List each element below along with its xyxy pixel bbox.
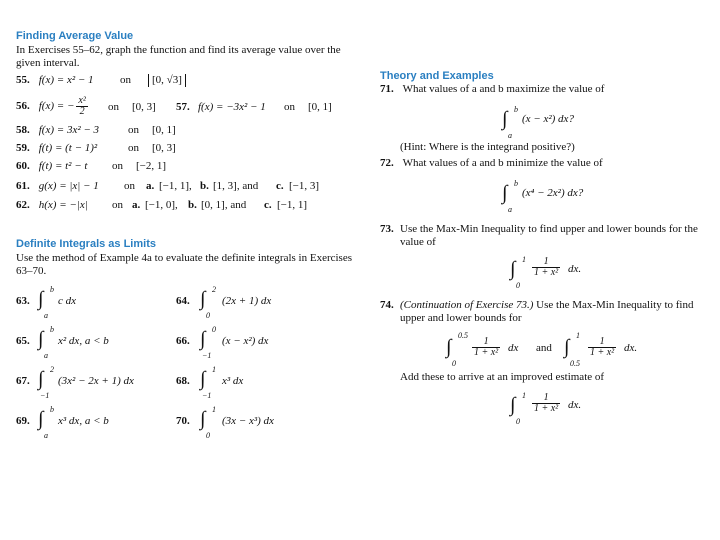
integral-sign: ∫ [502, 182, 508, 204]
exercise-function: f(x) = − [38, 100, 75, 113]
exercise-72-text [380, 157, 710, 173]
exercise-62 [16, 199, 362, 218]
integral-sign: ∫ [200, 368, 206, 390]
exercise-number: 57. [176, 101, 190, 113]
lower-limit: 0 [206, 311, 210, 320]
upper-limit: b [50, 325, 54, 334]
hint-text: (Hint: Where is the integrand positive?) [400, 141, 575, 153]
lower-limit: −1 [202, 391, 212, 400]
part-label: b. [188, 199, 197, 211]
integrand-tail: dx. [568, 399, 582, 411]
exercise-interval: [0, 3] [132, 101, 156, 113]
exercise-71-text [380, 83, 710, 99]
exercise-interval: [0, 1] [308, 101, 332, 113]
upper-limit: 1 [212, 405, 216, 414]
exercise-58 [16, 124, 362, 142]
exercise-text: Add these to arrive at an improved estimate of [400, 371, 605, 383]
integrand: (x − x²) dx [222, 335, 269, 347]
exercise-function: f(t) = t² − t [38, 160, 88, 172]
upper-limit: 1 [576, 331, 580, 340]
section-title-definite-integrals: Definite Integrals as Limits [16, 238, 156, 250]
exercise-on: on [120, 74, 131, 86]
upper-limit: 0.5 [458, 331, 468, 340]
exercise-text-italic: (Continuation of Exercise 73.) [400, 299, 534, 311]
lower-limit: a [44, 431, 48, 440]
exercise-67-68 [16, 363, 362, 403]
section-intro-definite-integrals: Use the method of Example 4a to evaluate the definite integrals in Exercises 63–70. [16, 252, 352, 277]
section-title-theory: Theory and Examples [380, 70, 494, 82]
exercise-interval: [−1, 0], [145, 199, 178, 211]
fraction: $\frac{1}{\text{1 + x²}}$ [590, 336, 615, 358]
integrand: x³ dx [222, 375, 244, 387]
exercise-function: f(x) = x² − 1 [38, 74, 94, 86]
exercise-on: on [124, 180, 135, 192]
exercise-73-integral [380, 251, 710, 291]
exercise-number: 66. [176, 335, 190, 347]
part-label: a. [132, 199, 141, 211]
fraction: $\frac{1}{\text{1 + x²}}$ [534, 256, 559, 278]
exercise-number: 58. [16, 124, 30, 136]
exercise-interval: [0, √3] [148, 74, 186, 87]
exercise-number: 56. [16, 100, 30, 113]
integrand: (3x − x³) dx [222, 415, 274, 427]
lower-limit: −1 [202, 351, 212, 360]
lower-limit: 0 [452, 359, 456, 368]
exercise-function: g(x) = |x| − 1 [38, 180, 99, 192]
integrand: x³ dx, a < b [58, 415, 109, 427]
integral-sign: ∫ [38, 328, 44, 350]
exercise-text: What values of a and b maximize the value of [402, 83, 605, 95]
exercise-number: 71. [380, 83, 394, 95]
exercise-71-hint [380, 141, 710, 157]
exercise-69-70 [16, 403, 362, 443]
integrand: (3x² − 2x + 1) dx [58, 375, 134, 387]
right-column [380, 70, 710, 427]
upper-limit: b [50, 405, 54, 414]
upper-limit: 0 [212, 325, 216, 334]
lower-limit: −1 [40, 391, 50, 400]
integrand: (x − x²) dx? [522, 113, 574, 125]
exercise-63-64 [16, 283, 362, 323]
exercise-interval: [0, 1], and [201, 199, 247, 211]
exercise-number: 74. [380, 299, 394, 311]
integrand-tail: dx. [624, 342, 638, 354]
exercise-interval: [−2, 1] [136, 160, 167, 172]
exercise-on: on [112, 199, 123, 211]
lower-limit: 0 [206, 431, 210, 440]
upper-limit: 1 [212, 365, 216, 374]
lower-limit: a [508, 131, 512, 140]
exercise-on: on [128, 142, 139, 154]
exercise-number: 61. [16, 180, 30, 192]
exercise-55 [16, 74, 362, 96]
upper-limit: b [50, 285, 54, 294]
lower-limit: a [44, 311, 48, 320]
exercise-function: f(x) = 3x² − 3 [38, 124, 100, 136]
lower-limit: 0.5 [570, 359, 580, 368]
integrand-tail: dx. [568, 263, 582, 275]
upper-limit: b [514, 179, 518, 188]
integral-sign: ∫ [200, 288, 206, 310]
exercise-interval: [1, 3], and [213, 180, 259, 192]
part-label: a. [146, 180, 155, 192]
exercise-73-text [380, 223, 710, 251]
exercise-number: 68. [176, 375, 190, 387]
integral-sign: ∫ [510, 258, 516, 280]
part-label: c. [276, 180, 284, 192]
exercise-72-integral [380, 173, 710, 217]
exercise-on: on [128, 124, 139, 136]
upper-limit: 2 [50, 365, 54, 374]
section-title-average-value: Finding Average Value [16, 30, 134, 42]
exercise-function: f(t) = (t − 1)² [38, 142, 98, 154]
exercise-text: Use the Max-Min Inequality to find upper and lower bounds for [400, 299, 694, 324]
exercise-number: 60. [16, 160, 30, 172]
upper-limit: b [514, 105, 518, 114]
left-column [16, 30, 362, 443]
exercise-56-57 [16, 96, 362, 124]
fraction: $\frac{1}{\text{1 + x²}}$ [474, 336, 499, 358]
exercise-74-integral-estimate [380, 387, 710, 427]
integrand-tail: dx [508, 342, 519, 354]
exercise-65-66 [16, 323, 362, 363]
integral-sign: ∫ [38, 368, 44, 390]
exercise-interval: [0, 3] [152, 142, 176, 154]
lower-limit: 0 [516, 417, 520, 426]
part-label: b. [200, 180, 209, 192]
fraction: $\frac{1}{\text{1 + x²}}$ [534, 392, 559, 414]
exercise-function: f(x) = −3x² − 1 [198, 101, 266, 113]
exercise-number: 64. [176, 295, 190, 307]
exercise-60 [16, 160, 362, 180]
exercise-74-integrals [380, 327, 710, 371]
exercise-number: 63. [16, 295, 30, 307]
exercise-number: 69. [16, 415, 30, 427]
exercise-number: 67. [16, 375, 30, 387]
exercise-71-integral [380, 99, 710, 141]
exercise-59 [16, 142, 362, 160]
integrand: (2x + 1) dx [222, 295, 272, 307]
part-label: c. [264, 199, 272, 211]
lower-limit: a [44, 351, 48, 360]
integral-sign: ∫ [502, 108, 508, 130]
exercise-number: 73. [380, 223, 394, 235]
exercise-interval: [0, 1] [152, 124, 176, 136]
upper-limit: 1 [522, 255, 526, 264]
exercise-interval: [−1, 3] [289, 180, 320, 192]
integral-sign: ∫ [564, 336, 570, 358]
exercise-number: 55. [16, 74, 30, 86]
integral-sign: ∫ [38, 408, 44, 430]
exercise-interval: [−1, 1] [277, 199, 308, 211]
exercise-61 [16, 180, 362, 199]
exercise-74-text2 [380, 371, 710, 387]
section-intro-average-value: In Exercises 55–62, graph the function and find its average value over the given interval. [16, 44, 341, 69]
exercise-number: 65. [16, 335, 30, 347]
exercise-number: 59. [16, 142, 30, 154]
exercise-text: What values of a and b minimize the value of [402, 157, 603, 169]
lower-limit: a [508, 205, 512, 214]
integrand: (x⁴ − 2x²) dx? [522, 187, 584, 199]
exercise-number: 72. [380, 157, 394, 169]
upper-limit: 2 [212, 285, 216, 294]
upper-limit: 1 [522, 391, 526, 400]
exercise-function: h(x) = −|x| [38, 199, 88, 211]
exercise-74-text [380, 299, 710, 327]
exercise-text: Use the Max-Min Inequality to find upper and lower bounds for the value of [400, 223, 698, 248]
exercise-on: on [284, 101, 295, 113]
conjunction: and [536, 342, 552, 354]
integrand: x² dx, a < b [58, 335, 109, 347]
integral-sign: ∫ [38, 288, 44, 310]
exercise-number: 70. [176, 415, 190, 427]
integral-sign: ∫ [200, 328, 206, 350]
exercise-number: 62. [16, 199, 30, 211]
exercise-on: on [112, 160, 123, 172]
integrand: c dx [58, 295, 77, 307]
fraction: $\frac{\text{x²}}{2}$ [78, 95, 86, 117]
lower-limit: 0 [516, 281, 520, 290]
exercise-interval: [−1, 1], [159, 180, 192, 192]
exercise-on: on [108, 101, 119, 113]
integral-sign: ∫ [200, 408, 206, 430]
integral-sign: ∫ [446, 336, 452, 358]
integral-sign: ∫ [510, 394, 516, 416]
